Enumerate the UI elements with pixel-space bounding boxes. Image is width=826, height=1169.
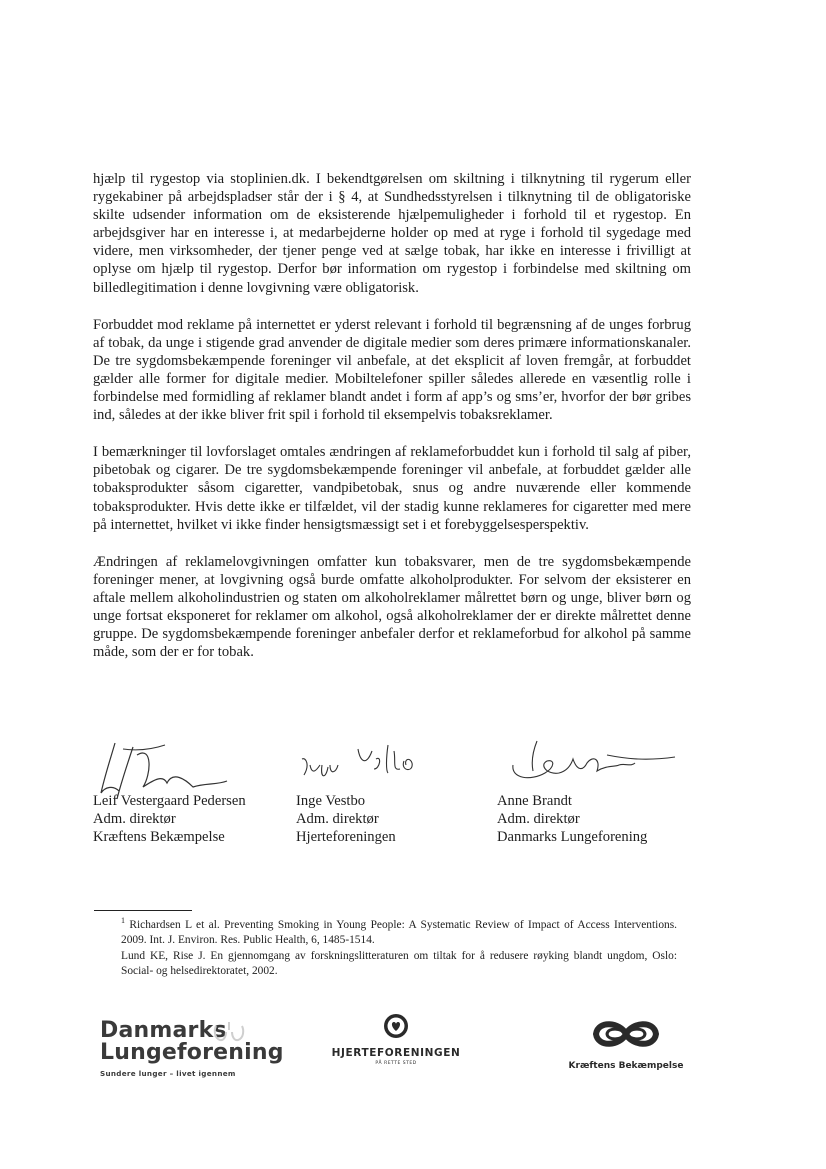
paragraph-tobaksprodukter: I bemærkninger til lovforslaget omtales ændringen af reklameforbuddet kun i forhold til salg af piber, pibetobak og cigarer. De tre sygdomsbekæmpende foreninger vil anbefale, at forbuddet gælder alle tobaksprodukter såsom cigaretter, vandpibetobak, snus og andre nuværende eller kommende tobaksprodukter. Hvis dette ikke er tilfældet, vil der stadig kunne reklameres for cigaretter med mere på internettet, hvilket vi ikke finder hensigtsmæssigt set i et forebyggelsesperspektiv. [93, 444, 691, 533]
letter-body [93, 170, 691, 680]
signatory-org: Kræftens Bekæmpelse [93, 829, 225, 846]
logo-kraeftens-bekaempelse [565, 1016, 687, 1071]
lungs-icon [212, 1022, 246, 1044]
infinity-rings-icon [590, 1016, 662, 1052]
paragraph-alkohol: Ændringen af reklamelovgivningen omfatter kun tobaksvarer, men de tre sygdomsbekæmpende foreninger mener, at lovgivning også burde omfatte alkoholprodukter. For selvom der eksisterer en aftale mellem alkoholindustrien og staten om alkoholreklamer målrettet børn og unge, bliver børn og unge fortsat eksponeret for reklamer om alkohol, også alkoholreklamer der er direkte målrettet denne gruppe. De sygdomsbekæmpende foreninger anbefaler derfor et reklameforbud for alkohol på samme måde, som der er for tobak. [93, 553, 691, 661]
signatory-title: Adm. direktør [93, 811, 176, 828]
logo-hjerteforeningen [326, 1013, 466, 1066]
logo-line-1: Danmarks [100, 1018, 227, 1043]
signatory-title: Adm. direktør [296, 811, 379, 828]
paragraph-internet-reklame: Forbuddet mod reklame på internettet er yderst relevant i forhold til begrænsning af de unges forbrug af tobak, da unge i stigende grad anvender de digitale medier som deres primære informationskanaler. De tre sygdomsbekæmpende foreninger vil anbefale, at det eksplicit af loven fremgår, at forbuddet gælder alle former for digitale medier. Mobiltelefoner spiller således allerede en væsentlig rolle i forbindelse med formidling af reklamer blandt andet i form af app’s og sms’er, hvorfor der bør gribes ind, således at der ikke bliver frit spil i forhold til eksempelvis tobaksreklamer. [93, 316, 691, 424]
handwritten-signature [296, 735, 466, 795]
logo-tagline: PÅ RETTE STED [375, 1061, 417, 1066]
footnote [121, 918, 677, 979]
footnote-divider [94, 910, 192, 911]
heart-emblem-icon [383, 1013, 409, 1039]
logo-name: HJERTEFORENINGEN [331, 1047, 461, 1059]
signatory-org: Hjerteforeningen [296, 829, 396, 846]
signatory-name: Leif Vestergaard Pedersen [93, 793, 246, 809]
logo-danmarks-lungeforening [100, 1020, 284, 1078]
logo-name: Kræftens Bekæmpelse [568, 1061, 684, 1071]
handwritten-signature [497, 735, 687, 795]
footnote-marker: 1 [121, 916, 125, 926]
footnote-reference-2: Lund KE, Rise J. En gjennomgang av forskningslitteraturen om tiltak for å redusere røyking blandt ungdom, Oslo: Social- og helsedirektoratet, 2002. [121, 949, 677, 977]
paragraph-rygestop: hjælp til rygestop via stoplinien.dk. I bekendtgørelsen om skiltning i tilknytning til rygerum eller rygekabiner på arbejdspladser står der i § 4, at Sundhedsstyrelsen i tilknytning til de obligatoriske skilte udsender information om de eksisterende hjælpemuligheder i forhold til et rygestop. En arbejdsgiver har en interesse i, at medarbejderne holder op med at ryge i forhold til sygedage med videre, men virksomheder, der tjener penge ved at sælge tobak, har ikke en interesse i frivilligt at oplyse om hjælp til rygestop. Derfor bør information om rygestop i forbindelse med skiltning om billedlegitimation i denne lovgivning være obligatorisk. [93, 171, 691, 296]
logo-tagline: Sundere lunger – livet igennem [100, 1069, 236, 1078]
signatory-name: Inge Vestbo [296, 793, 366, 809]
signatory-title: Adm. direktør [497, 811, 580, 828]
footnote-reference-1 [121, 918, 677, 949]
logo-line-2: Lungeforening [100, 1040, 284, 1065]
signatory-org: Danmarks Lungeforening [497, 829, 648, 846]
signatory-name: Anne Brandt [497, 793, 572, 809]
footnote-text-1: Richardsen L et al. Preventing Smoking in Young People: A Systematic Review of Impact of Access Interventions. 2009. Int. J. Environ. Res. Public Health, 6, 1485-1514. [121, 919, 677, 947]
